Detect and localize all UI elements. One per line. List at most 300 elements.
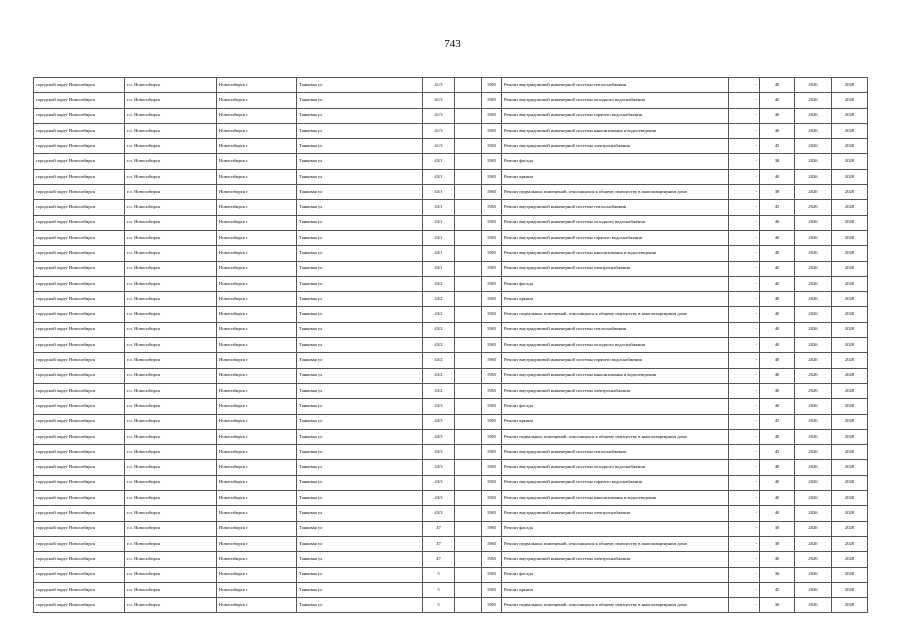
work-type-cell: Ремонт внутридомовой инженерной системы электроснабжения [502,261,729,276]
table-row [34,460,868,475]
blank-cell: - [729,598,760,613]
municipality-cell: городской округ Новосибирск [34,338,125,353]
settlement-cell: Новосибирск г [217,383,297,398]
table-row [34,185,868,200]
municipality-cell: городской округ Новосибирск [34,307,125,322]
district-cell: г.о. Новосибирск [125,200,217,215]
table-row [34,353,868,368]
work-type-cell: Ремонт внутридомовой инженерной системы теплоснабжения [502,445,729,460]
district-cell: г.о. Новосибирск [125,123,217,138]
house-number-cell: 43/1 [423,230,455,245]
house-number-cell: 43/1 [423,185,455,200]
house-number-cell: 47 [423,552,455,567]
district-cell: г.о. Новосибирск [125,108,217,123]
street-cell: Танковая ул [297,123,423,138]
blank-cell: - [729,536,760,551]
end-year-cell: 2028 [832,169,868,184]
district-cell: г.о. Новосибирск [125,414,217,429]
municipality-cell: городской округ Новосибирск [34,154,125,169]
building-cell [455,139,482,154]
settlement-cell: Новосибирск г [217,506,297,521]
lifespan-cell: 40 [760,491,795,506]
street-cell: Танковая ул [297,200,423,215]
start-year-cell: 2026 [795,307,832,322]
year-built-cell: 1965 [482,506,502,521]
building-cell [455,429,482,444]
district-cell: г.о. Новосибирск [125,276,217,291]
municipality-cell: городской округ Новосибирск [34,582,125,597]
table-row [34,338,868,353]
settlement-cell: Новосибирск г [217,78,297,93]
work-type-cell: Ремонт подвальных помещений, относящихся к общему имуществу в многоквартирном доме [502,307,729,322]
building-cell [455,123,482,138]
year-built-cell: 1965 [482,429,502,444]
settlement-cell: Новосибирск г [217,521,297,536]
table-row [34,567,868,582]
start-year-cell: 2026 [795,414,832,429]
blank-cell: - [729,246,760,261]
blank-cell: - [729,108,760,123]
street-cell: Танковая ул [297,154,423,169]
start-year-cell: 2026 [795,445,832,460]
settlement-cell: Новосибирск г [217,322,297,337]
lifespan-cell: 40 [760,322,795,337]
blank-cell: - [729,399,760,414]
blank-cell: - [729,307,760,322]
year-built-cell: 1965 [482,185,502,200]
municipality-cell: городской округ Новосибирск [34,491,125,506]
building-cell [455,230,482,245]
settlement-cell: Новосибирск г [217,368,297,383]
municipality-cell: городской округ Новосибирск [34,368,125,383]
start-year-cell: 2026 [795,506,832,521]
table-row [34,154,868,169]
blank-cell: - [729,322,760,337]
start-year-cell: 2026 [795,536,832,551]
year-built-cell: 1965 [482,460,502,475]
municipality-cell: городской округ Новосибирск [34,353,125,368]
year-built-cell: 1965 [482,567,502,582]
house-number-cell: 43/1 [423,215,455,230]
municipality-cell: городской округ Новосибирск [34,460,125,475]
district-cell: г.о. Новосибирск [125,322,217,337]
table-row [34,552,868,567]
settlement-cell: Новосибирск г [217,215,297,230]
end-year-cell: 2028 [832,154,868,169]
end-year-cell: 2028 [832,506,868,521]
lifespan-cell: 45 [760,582,795,597]
house-number-cell: 43/1 [423,246,455,261]
municipality-cell: городской округ Новосибирск [34,276,125,291]
year-built-cell: 1965 [482,215,502,230]
building-cell [455,322,482,337]
building-cell [455,582,482,597]
district-cell: г.о. Новосибирск [125,78,217,93]
table-row [34,78,868,93]
municipality-cell: городской округ Новосибирск [34,521,125,536]
district-cell: г.о. Новосибирск [125,429,217,444]
house-number-cell: 43/2 [423,383,455,398]
work-type-cell: Ремонт внутридомовой инженерной системы горячего водоснабжения [502,108,729,123]
end-year-cell: 2028 [832,322,868,337]
end-year-cell: 2028 [832,276,868,291]
table-row [34,322,868,337]
settlement-cell: Новосибирск г [217,353,297,368]
blank-cell: - [729,261,760,276]
street-cell: Танковая ул [297,368,423,383]
house-number-cell: 43/2 [423,338,455,353]
lifespan-cell: 40 [760,169,795,184]
work-type-cell: Ремонт внутридомовой инженерной системы электроснабжения [502,552,729,567]
table-row [34,445,868,460]
lifespan-cell: 40 [760,338,795,353]
end-year-cell: 2028 [832,552,868,567]
start-year-cell: 2026 [795,368,832,383]
work-type-cell: Ремонт фасада [502,521,729,536]
house-number-cell: 43/3 [423,445,455,460]
building-cell [455,200,482,215]
repair-schedule-table [33,77,868,613]
year-built-cell: 1965 [482,368,502,383]
street-cell: Танковая ул [297,292,423,307]
building-cell [455,567,482,582]
lifespan-cell: 46 [760,123,795,138]
lifespan-cell: 40 [760,292,795,307]
work-type-cell: Ремонт крыши [502,582,729,597]
settlement-cell: Новосибирск г [217,276,297,291]
house-number-cell: 41/3 [423,108,455,123]
settlement-cell: Новосибирск г [217,230,297,245]
lifespan-cell: 40 [760,93,795,108]
work-type-cell: Ремонт крыши [502,414,729,429]
year-built-cell: 1965 [482,491,502,506]
blank-cell: - [729,429,760,444]
street-cell: Танковая ул [297,414,423,429]
district-cell: г.о. Новосибирск [125,261,217,276]
building-cell [455,414,482,429]
blank-cell: - [729,93,760,108]
table-row [34,307,868,322]
end-year-cell: 2028 [832,399,868,414]
settlement-cell: Новосибирск г [217,552,297,567]
lifespan-cell: 40 [760,78,795,93]
work-type-cell: Ремонт внутридомовой инженерной системы горячего водоснабжения [502,230,729,245]
blank-cell: - [729,276,760,291]
blank-cell: - [729,338,760,353]
settlement-cell: Новосибирск г [217,445,297,460]
year-built-cell: 1965 [482,139,502,154]
end-year-cell: 2028 [832,414,868,429]
house-number-cell: 43/1 [423,169,455,184]
district-cell: г.о. Новосибирск [125,582,217,597]
blank-cell: - [729,185,760,200]
year-built-cell: 1965 [482,246,502,261]
lifespan-cell: 45 [760,139,795,154]
year-built-cell: 1965 [482,200,502,215]
blank-cell: - [729,123,760,138]
street-cell: Танковая ул [297,230,423,245]
work-type-cell: Ремонт фасада [502,154,729,169]
blank-cell: - [729,491,760,506]
lifespan-cell: 30 [760,536,795,551]
start-year-cell: 2026 [795,93,832,108]
year-built-cell: 1965 [482,169,502,184]
municipality-cell: городской округ Новосибирск [34,429,125,444]
table-row [34,383,868,398]
district-cell: г.о. Новосибирск [125,169,217,184]
house-number-cell: 41/3 [423,78,455,93]
blank-cell: - [729,475,760,490]
blank-cell: - [729,230,760,245]
start-year-cell: 2026 [795,78,832,93]
end-year-cell: 2028 [832,139,868,154]
house-number-cell: 47 [423,521,455,536]
building-cell [455,215,482,230]
year-built-cell: 1965 [482,93,502,108]
table-row [34,108,868,123]
district-cell: г.о. Новосибирск [125,460,217,475]
municipality-cell: городской округ Новосибирск [34,598,125,613]
end-year-cell: 2028 [832,123,868,138]
building-cell [455,491,482,506]
year-built-cell: 1965 [482,322,502,337]
table-row [34,276,868,291]
building-cell [455,108,482,123]
table-row [34,200,868,215]
year-built-cell: 1965 [482,445,502,460]
street-cell: Танковая ул [297,429,423,444]
district-cell: г.о. Новосибирск [125,491,217,506]
street-cell: Танковая ул [297,536,423,551]
building-cell [455,399,482,414]
street-cell: Танковая ул [297,552,423,567]
table-row [34,598,868,613]
lifespan-cell: 40 [760,460,795,475]
building-cell [455,154,482,169]
settlement-cell: Новосибирск г [217,536,297,551]
house-number-cell: 43/3 [423,399,455,414]
settlement-cell: Новосибирск г [217,154,297,169]
year-built-cell: 1965 [482,399,502,414]
blank-cell: - [729,445,760,460]
settlement-cell: Новосибирск г [217,582,297,597]
blank-cell: - [729,78,760,93]
house-number-cell: 43/3 [423,414,455,429]
district-cell: г.о. Новосибирск [125,307,217,322]
municipality-cell: городской округ Новосибирск [34,169,125,184]
lifespan-cell: 40 [760,276,795,291]
street-cell: Танковая ул [297,169,423,184]
settlement-cell: Новосибирск г [217,460,297,475]
district-cell: г.о. Новосибирск [125,338,217,353]
end-year-cell: 2028 [832,460,868,475]
end-year-cell: 2028 [832,429,868,444]
municipality-cell: городской округ Новосибирск [34,261,125,276]
work-type-cell: Ремонт внутридомовой инженерной системы канализования и водоотведения [502,491,729,506]
lifespan-cell: 36 [760,598,795,613]
start-year-cell: 2026 [795,215,832,230]
settlement-cell: Новосибирск г [217,429,297,444]
blank-cell: - [729,460,760,475]
start-year-cell: 2026 [795,552,832,567]
work-type-cell: Ремонт внутридомовой инженерной системы холодного водоснабжения [502,338,729,353]
start-year-cell: 2026 [795,261,832,276]
lifespan-cell: 40 [760,261,795,276]
end-year-cell: 2028 [832,261,868,276]
end-year-cell: 2028 [832,230,868,245]
work-type-cell: Ремонт внутридомовой инженерной системы канализования и водоотведения [502,246,729,261]
year-built-cell: 1965 [482,383,502,398]
house-number-cell: 43/2 [423,368,455,383]
blank-cell: - [729,353,760,368]
lifespan-cell: 45 [760,200,795,215]
district-cell: г.о. Новосибирск [125,475,217,490]
blank-cell: - [729,139,760,154]
municipality-cell: городской округ Новосибирск [34,552,125,567]
building-cell [455,307,482,322]
building-cell [455,506,482,521]
building-cell [455,185,482,200]
blank-cell: - [729,567,760,582]
district-cell: г.о. Новосибирск [125,368,217,383]
municipality-cell: городской округ Новосибирск [34,215,125,230]
lifespan-cell: 46 [760,215,795,230]
end-year-cell: 2028 [832,383,868,398]
work-type-cell: Ремонт крыши [502,169,729,184]
house-number-cell: 43/3 [423,475,455,490]
table-row [34,261,868,276]
table-row [34,230,868,245]
end-year-cell: 2028 [832,521,868,536]
street-cell: Танковая ул [297,307,423,322]
house-number-cell: 5 [423,598,455,613]
district-cell: г.о. Новосибирск [125,292,217,307]
end-year-cell: 2028 [832,567,868,582]
municipality-cell: городской округ Новосибирск [34,292,125,307]
year-built-cell: 1965 [482,536,502,551]
settlement-cell: Новосибирск г [217,139,297,154]
end-year-cell: 2028 [832,445,868,460]
work-type-cell: Ремонт подвальных помещений, относящихся к общему имуществу в многоквартирном доме [502,598,729,613]
end-year-cell: 2028 [832,246,868,261]
building-cell [455,368,482,383]
year-built-cell: 1965 [482,276,502,291]
work-type-cell: Ремонт фасада [502,567,729,582]
blank-cell: - [729,582,760,597]
street-cell: Танковая ул [297,261,423,276]
blank-cell: - [729,368,760,383]
blank-cell: - [729,154,760,169]
settlement-cell: Новосибирск г [217,246,297,261]
table-row [34,521,868,536]
settlement-cell: Новосибирск г [217,292,297,307]
building-cell [455,292,482,307]
district-cell: г.о. Новосибирск [125,230,217,245]
work-type-cell: Ремонт фасада [502,276,729,291]
year-built-cell: 1965 [482,598,502,613]
end-year-cell: 2028 [832,78,868,93]
house-number-cell: 43/3 [423,491,455,506]
building-cell [455,353,482,368]
house-number-cell: 43/2 [423,276,455,291]
table-row [34,429,868,444]
year-built-cell: 1965 [482,582,502,597]
settlement-cell: Новосибирск г [217,598,297,613]
table-row [34,93,868,108]
settlement-cell: Новосибирск г [217,200,297,215]
building-cell [455,78,482,93]
house-number-cell: 43/3 [423,429,455,444]
building-cell [455,246,482,261]
year-built-cell: 1965 [482,108,502,123]
building-cell [455,598,482,613]
house-number-cell: 43/3 [423,460,455,475]
work-type-cell: Ремонт внутридомовой инженерной системы холодного водоснабжения [502,460,729,475]
building-cell [455,93,482,108]
lifespan-cell: 40 [760,368,795,383]
table-row [34,246,868,261]
year-built-cell: 1965 [482,338,502,353]
settlement-cell: Новосибирск г [217,338,297,353]
work-type-cell: Ремонт крыши [502,292,729,307]
settlement-cell: Новосибирск г [217,475,297,490]
lifespan-cell: 36 [760,567,795,582]
street-cell: Танковая ул [297,582,423,597]
work-type-cell: Ремонт подвальных помещений, относящихся к общему имуществу в многоквартирном доме [502,429,729,444]
municipality-cell: городской округ Новосибирск [34,123,125,138]
start-year-cell: 2026 [795,185,832,200]
district-cell: г.о. Новосибирск [125,445,217,460]
house-number-cell: 5 [423,567,455,582]
table-row [34,582,868,597]
municipality-cell: городской округ Новосибирск [34,567,125,582]
house-number-cell: 43/1 [423,261,455,276]
street-cell: Танковая ул [297,276,423,291]
municipality-cell: городской округ Новосибирск [34,536,125,551]
start-year-cell: 2026 [795,108,832,123]
settlement-cell: Новосибирск г [217,185,297,200]
district-cell: г.о. Новосибирск [125,139,217,154]
district-cell: г.о. Новосибирск [125,383,217,398]
work-type-cell: Ремонт внутридомовой инженерной системы канализования и водоотведения [502,368,729,383]
building-cell [455,521,482,536]
year-built-cell: 1965 [482,552,502,567]
municipality-cell: городской округ Новосибирск [34,185,125,200]
settlement-cell: Новосибирск г [217,108,297,123]
end-year-cell: 2028 [832,307,868,322]
house-number-cell: 41/3 [423,139,455,154]
settlement-cell: Новосибирск г [217,123,297,138]
blank-cell: - [729,215,760,230]
work-type-cell: Ремонт внутридомовой инженерной системы канализования и водоотведения [502,123,729,138]
start-year-cell: 2026 [795,429,832,444]
district-cell: г.о. Новосибирск [125,506,217,521]
work-type-cell: Ремонт внутридомовой инженерной системы горячего водоснабжения [502,353,729,368]
street-cell: Танковая ул [297,338,423,353]
start-year-cell: 2026 [795,169,832,184]
start-year-cell: 2026 [795,139,832,154]
lifespan-cell: 46 [760,108,795,123]
lifespan-cell: 30 [760,521,795,536]
end-year-cell: 2028 [832,582,868,597]
year-built-cell: 1965 [482,123,502,138]
district-cell: г.о. Новосибирск [125,598,217,613]
street-cell: Танковая ул [297,445,423,460]
street-cell: Танковая ул [297,353,423,368]
district-cell: г.о. Новосибирск [125,536,217,551]
table-row [34,139,868,154]
end-year-cell: 2028 [832,200,868,215]
